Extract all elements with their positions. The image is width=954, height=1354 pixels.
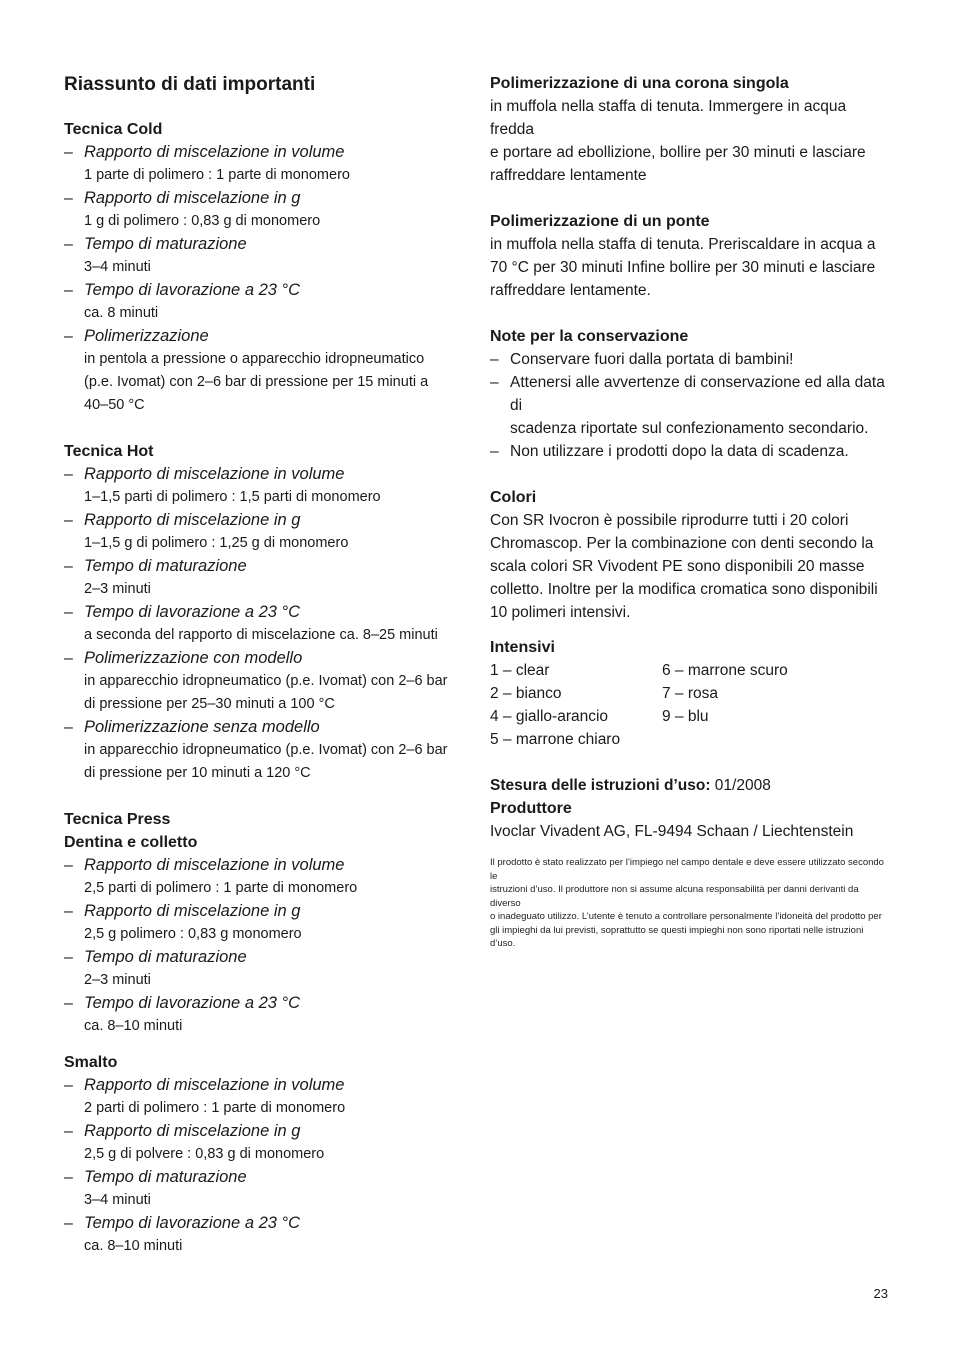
- dash-marker: –: [64, 903, 73, 920]
- section-title-colori: Colori: [490, 489, 537, 506]
- text-line: Con SR Ivocron è possibile riprodurre tutti i 20 colori: [490, 512, 849, 529]
- text-line: Chromascop. Per la combinazione con denti secondo la: [490, 535, 874, 552]
- text-line: scala colori SR Vivodent PE sono disponibili 20 masse: [490, 558, 865, 575]
- item-list: [64, 854, 464, 1038]
- dash-marker: –: [490, 351, 499, 368]
- bullet-item: [490, 371, 890, 440]
- section-ponte: [490, 210, 890, 302]
- list-item: [64, 1166, 464, 1212]
- item-label: Tempo di lavorazione a 23 °C: [84, 1214, 301, 1232]
- dash-marker: –: [64, 190, 73, 207]
- intensivi-list-left: [490, 659, 662, 751]
- item-label: Rapporto di miscelazione in volume: [84, 143, 345, 161]
- section-colori: [490, 486, 890, 624]
- item-value: ca. 8–10 minuti: [84, 1018, 183, 1034]
- section-title-cold: Tecnica Cold: [64, 121, 163, 138]
- item-value: ca. 8 minuti: [84, 305, 159, 321]
- left-column: [64, 72, 464, 1281]
- item-label: Tempo di lavorazione a 23 °C: [84, 603, 301, 621]
- list-item: [64, 601, 464, 647]
- bullet-item: [490, 348, 890, 371]
- item-value: di pressione per 10 minuti a 120 °C: [84, 765, 311, 781]
- section-corona: [490, 72, 890, 187]
- item-value: 1–1,5 g di polimero : 1,25 g di monomero: [84, 535, 349, 551]
- text-line: 7 – rosa: [662, 685, 719, 702]
- list-item: [64, 233, 464, 279]
- list-item: [64, 279, 464, 325]
- section-produttore: [490, 797, 890, 843]
- stesura-label: Stesura delle istruzioni d’uso:: [490, 777, 711, 794]
- text-line: 6 – marrone scuro: [662, 662, 788, 679]
- item-label: Rapporto di miscelazione in g: [84, 189, 301, 207]
- text-line: 9 – blu: [662, 708, 709, 725]
- dash-marker: –: [64, 1169, 73, 1186]
- item-label: Tempo di maturazione: [84, 1168, 247, 1186]
- list-item: [64, 463, 464, 509]
- dash-marker: –: [64, 466, 73, 483]
- section-title-produttore: Produttore: [490, 800, 572, 817]
- list-item: [64, 900, 464, 946]
- intensivi-list-right: [662, 659, 862, 751]
- section-title-ponte: Polimerizzazione di un ponte: [490, 213, 710, 230]
- text-line: o inadeguato utilizzo. L’utente è tenuto a controllare personalmente l’idoneità del prodotto per: [490, 911, 882, 922]
- dash-marker: –: [64, 1215, 73, 1232]
- item-value: a seconda del rapporto di miscelazione ca. 8–25 minuti: [84, 627, 438, 643]
- bullet-list: [490, 348, 890, 463]
- item-value: 3–4 minuti: [84, 1192, 151, 1208]
- section-subtitle-press: Dentina e colletto: [64, 834, 198, 851]
- list-item: [64, 509, 464, 555]
- item-value: 3–4 minuti: [84, 259, 151, 275]
- section-smalto: [64, 1051, 464, 1258]
- item-label: Rapporto di miscelazione in g: [84, 902, 301, 920]
- list-item: [64, 854, 464, 900]
- section-title-press: Tecnica Press: [64, 811, 171, 828]
- list-item: [64, 1212, 464, 1258]
- item-label: Rapporto di miscelazione in volume: [84, 1076, 345, 1094]
- bullet-line: scadenza riportate sul confezionamento secondario.: [510, 420, 869, 437]
- dash-marker: –: [64, 857, 73, 874]
- item-value: 2–3 minuti: [84, 972, 151, 988]
- dash-marker: –: [64, 328, 73, 345]
- item-value: in apparecchio idropneumatico (p.e. Ivomat) con 2–6 bar: [84, 742, 448, 758]
- text-line: 5 – marrone chiaro: [490, 731, 621, 748]
- page-title: Riassunto di dati importanti: [64, 74, 316, 95]
- bullet-item: [490, 440, 890, 463]
- dash-marker: –: [490, 374, 499, 391]
- item-value: 2,5 g di polvere : 0,83 g di monomero: [84, 1146, 325, 1162]
- item-label: Polimerizzazione: [84, 327, 209, 345]
- text-line: Il prodotto è stato realizzato per l’impiego nel campo dentale e deve essere utilizzato secondo le: [490, 857, 884, 882]
- list-item: [64, 992, 464, 1038]
- paragraph: [490, 233, 890, 302]
- paragraph: [490, 95, 890, 187]
- text-line: 70 °C per 30 minuti Infine bollire per 30 minuti e lasciare: [490, 259, 876, 276]
- item-value: di pressione per 25–30 minuti a 100 °C: [84, 696, 335, 712]
- section-title-corona: Polimerizzazione di una corona singola: [490, 75, 789, 92]
- item-label: Rapporto di miscelazione in g: [84, 511, 301, 529]
- section-intensivi: [490, 636, 890, 751]
- produttore-value: Ivoclar Vivadent AG, FL-9494 Schaan / Liechtenstein: [490, 823, 854, 840]
- list-item: [64, 647, 464, 716]
- dash-marker: –: [64, 558, 73, 575]
- bullet-line: Attenersi alle avvertenze di conservazione ed alla data di: [510, 374, 885, 414]
- dash-marker: –: [64, 1077, 73, 1094]
- item-value: in apparecchio idropneumatico (p.e. Ivomat) con 2–6 bar: [84, 673, 448, 689]
- list-item: [64, 325, 464, 417]
- item-label: Tempo di maturazione: [84, 235, 247, 253]
- item-label: Rapporto di miscelazione in g: [84, 1122, 301, 1140]
- bullet-line: Conservare fuori dalla portata di bambini!: [510, 351, 794, 368]
- item-list: [64, 141, 464, 417]
- intensivi-grid: [490, 659, 890, 751]
- item-list: [64, 463, 464, 785]
- list-item: [64, 187, 464, 233]
- list-item: [64, 141, 464, 187]
- stesura-value: 01/2008: [710, 777, 771, 794]
- item-value: 1 parte di polimero : 1 parte di monomero: [84, 167, 350, 183]
- text-line: gli impieghi da lui previsti, soprattutto se questi impieghi non sono riportati nelle istruzioni: [490, 924, 864, 936]
- list-item: [64, 716, 464, 785]
- text-line: raffreddare lentamente: [490, 167, 647, 184]
- section-title-smalto: Smalto: [64, 1054, 118, 1071]
- section-stesura: [490, 774, 890, 797]
- dash-marker: –: [64, 282, 73, 299]
- item-value: (p.e. Ivomat) con 2–6 bar di pressione per 15 minuti a: [84, 374, 429, 390]
- section-hot: [64, 440, 464, 785]
- dash-marker: –: [64, 512, 73, 529]
- text-line: 1 – clear: [490, 662, 550, 679]
- item-label: Tempo di lavorazione a 23 °C: [84, 281, 301, 299]
- list-item: [64, 1074, 464, 1120]
- item-value: 1 g di polimero : 0,83 g di monomero: [84, 213, 321, 229]
- list-item: [64, 555, 464, 601]
- dash-marker: –: [64, 650, 73, 667]
- item-label: Polimerizzazione con modello: [84, 649, 303, 667]
- dash-marker: –: [64, 949, 73, 966]
- dash-marker: –: [64, 236, 73, 253]
- item-value: 2–3 minuti: [84, 581, 151, 597]
- section-conservazione: [490, 325, 890, 463]
- dash-marker: –: [64, 144, 73, 161]
- paragraph: [490, 509, 890, 624]
- text-line: colletto. Inoltre per la modifica cromatica sono disponibili: [490, 581, 878, 598]
- item-value: 1–1,5 parti di polimero : 1,5 parti di monomero: [84, 489, 381, 505]
- text-line: in muffola nella staffa di tenuta. Preriscaldare in acqua a: [490, 236, 876, 253]
- item-label: Rapporto di miscelazione in volume: [84, 856, 345, 874]
- page-number: 23: [873, 1286, 888, 1301]
- dash-marker: –: [64, 604, 73, 621]
- section-title-hot: Tecnica Hot: [64, 443, 154, 460]
- item-list: [64, 1074, 464, 1258]
- item-label: Tempo di maturazione: [84, 948, 247, 966]
- right-column: [490, 72, 890, 951]
- item-value: 2 parti di polimero : 1 parte di monomero: [84, 1100, 346, 1116]
- item-label: Tempo di lavorazione a 23 °C: [84, 994, 301, 1012]
- dash-marker: –: [64, 995, 73, 1012]
- item-value: 40–50 °C: [84, 397, 145, 413]
- list-item: [64, 946, 464, 992]
- item-value: 2,5 g polimero : 0,83 g monomero: [84, 926, 302, 942]
- dash-marker: –: [490, 443, 499, 460]
- text-line: raffreddare lentamente.: [490, 282, 651, 299]
- item-label: Rapporto di miscelazione in volume: [84, 465, 345, 483]
- section-cold: [64, 118, 464, 417]
- text-line: 2 – bianco: [490, 685, 562, 702]
- item-value: in pentola a pressione o apparecchio idropneumatico: [84, 351, 425, 367]
- text-line: 4 – giallo-arancio: [490, 708, 609, 725]
- text-line: in muffola nella staffa di tenuta. Immergere in acqua fredda: [490, 98, 847, 138]
- item-value: 2,5 parti di polimero : 1 parte di monomero: [84, 880, 358, 896]
- text-line: d’uso.: [490, 938, 516, 949]
- text-line: istruzioni d’uso. Il produttore non si assume alcuna responsabilità per danni derivanti da diverso: [490, 884, 859, 909]
- item-label: Polimerizzazione senza modello: [84, 718, 320, 736]
- dash-marker: –: [64, 1123, 73, 1140]
- text-line: 10 polimeri intensivi.: [490, 604, 631, 621]
- text-line: e portare ad ebollizione, bollire per 30 minuti e lasciare: [490, 144, 866, 161]
- item-label: Tempo di maturazione: [84, 557, 247, 575]
- item-value: ca. 8–10 minuti: [84, 1238, 183, 1254]
- disclaimer-text: [490, 856, 890, 951]
- section-title-conservazione: Note per la conservazione: [490, 328, 689, 345]
- dash-marker: –: [64, 719, 73, 736]
- bullet-line: Non utilizzare i prodotti dopo la data di scadenza.: [510, 443, 849, 460]
- section-title-intensivi: Intensivi: [490, 639, 555, 656]
- list-item: [64, 1120, 464, 1166]
- section-press: [64, 808, 464, 1038]
